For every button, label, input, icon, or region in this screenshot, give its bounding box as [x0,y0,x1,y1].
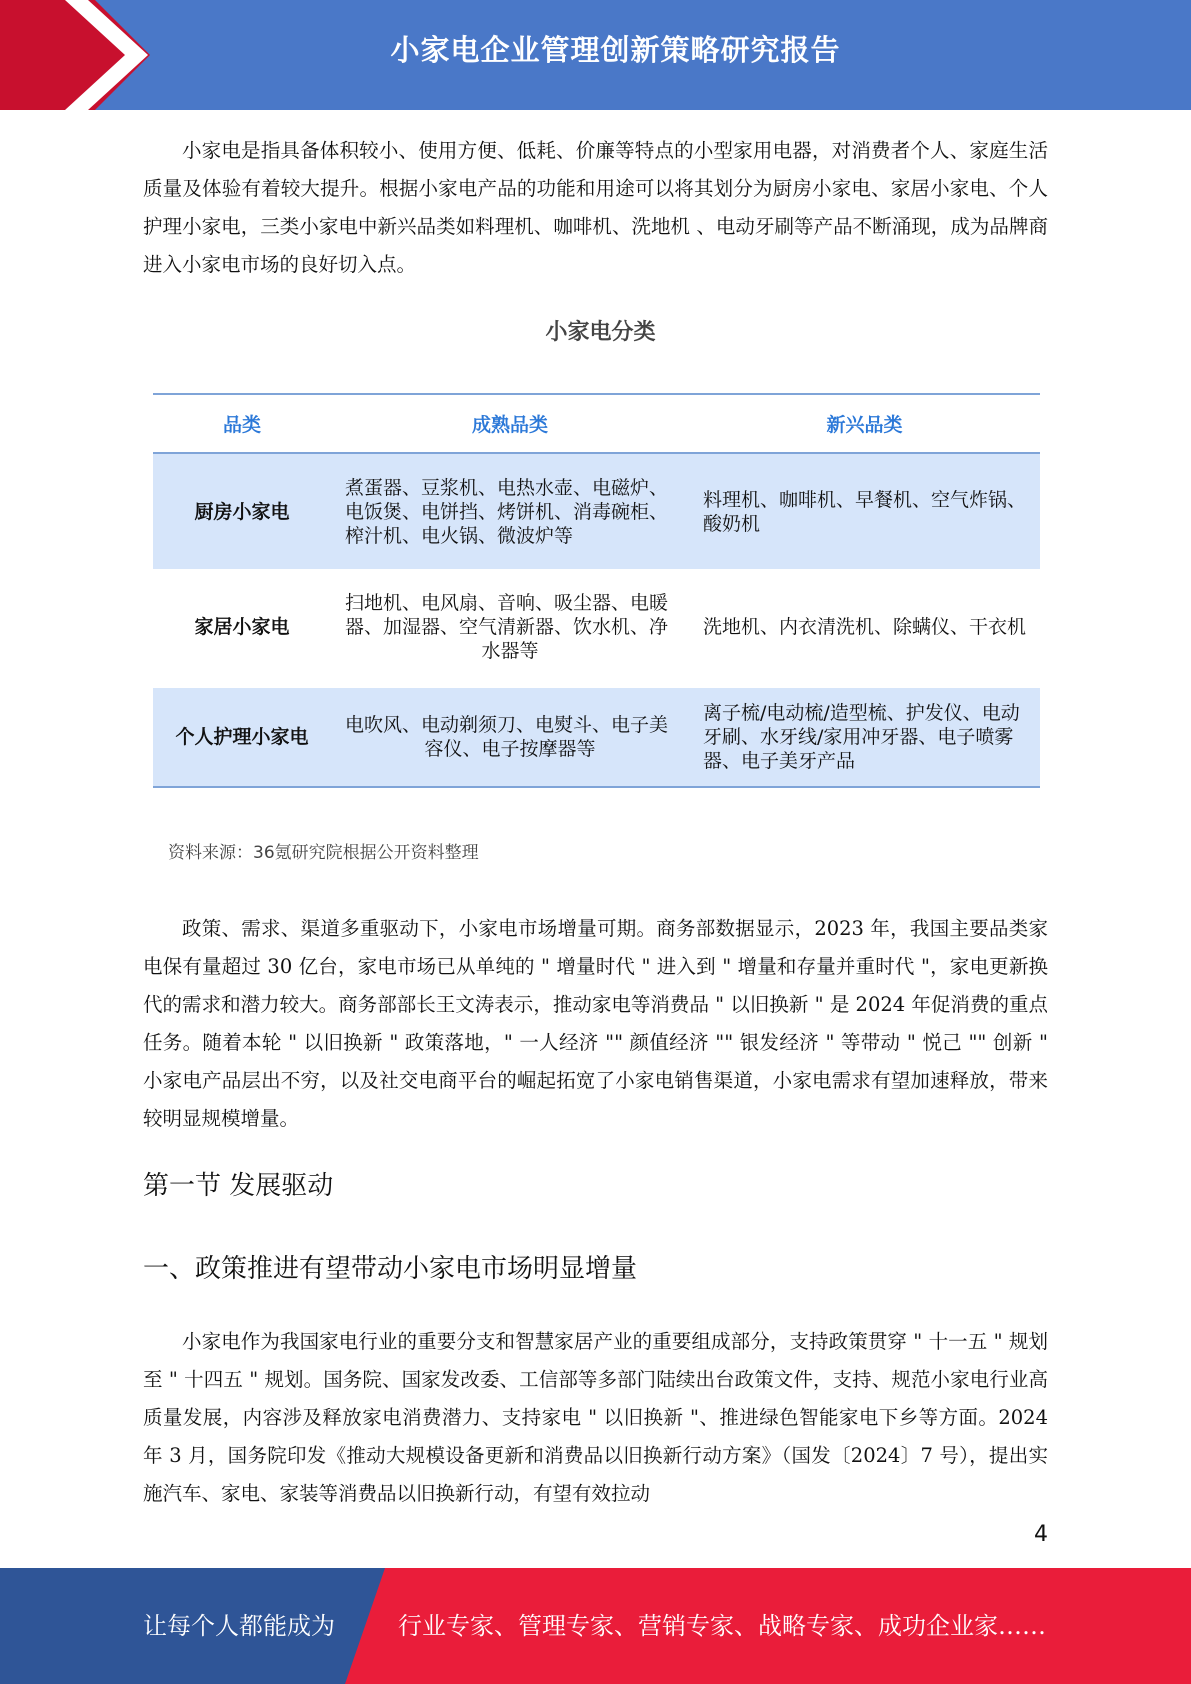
row-mature: 煮蛋器、豆浆机、电热水壶、电磁炉、电饭煲、电饼挡、烤饼机、消毒碗柜、榨汁机、电火锅、微波炉等 [331,453,689,569]
row-mature-main: 扫地机、电风扇、音响、吸尘器、电暖器、加湿器、空气清新器、饮水机、净 [345,591,669,638]
row-emerging: 洗地机、内衣清洗机、除螨仪、干衣机 [689,569,1040,684]
row-category: 厨房小家电 [153,453,331,569]
table-row [153,688,1040,787]
row-mature-main: 电吹风、电动剃须刀、电熨斗、电子美 [345,714,669,736]
table-row [153,453,1040,569]
page-number: 4 [1034,1522,1048,1547]
figure-title: 小家电分类 [545,320,656,345]
report-title: 小家电企业管理创新策略研究报告 [390,33,841,67]
page-footer [0,1568,1191,1684]
subsection-heading: 一、政策推进有望带动小家电市场明显增量 [143,1254,638,1284]
table-row [153,569,1040,684]
policy-paragraph: 小家电作为我国家电行业的重要分支和智慧家居产业的重要组成部分，支持政策贯穿 " 十一五 " 规划至 " 十四五 " 规划。国务院、国家发改委、工信部等多部门陆续出台政策文件，支持、规范小家电行业高质量发展，内容涉及释放家电消费潜力、支持家电 " 以旧换新 "、推进绿色智能家电下乡等方面。2024 年 3 月，国务院印发《推动大规模设备更新和消费品以旧换新行动方案》（国发〔2024〕7 号），提出实施汽车、家电、家装等消费品以旧换新行动，有望有效拉动 [143,1330,1048,1505]
row-category: 个人护理小家电 [153,688,331,787]
row-mature-tail: 容仪、电子按摩器等 [424,738,596,760]
table-header-row [153,394,1040,453]
market-paragraph: 政策、需求、渠道多重驱动下，小家电市场增量可期。商务部数据显示，2023 年，我国主要品类家电保有量超过 30 亿台，家电市场已从单纯的 " 增量时代 " 进入到 " 增量和存量并重时代 "，家电更新换代的需求和潜力较大。商务部部长王文涛表示，推动家电等消费品 " 以旧换新 " 是 2024 年促消费的重点任务。随着本轮 " 以旧换新 " 政策落地，" 一人经济 "" 颜值经济 "" 银发经济 " 等带动 " 悦己 "" 创新 " 小家电产品层出不穷，以及社交电商平台的崛起拓宽了小家电销售渠道，小家电需求有望加速释放，带来较明显规模增量。 [143,917,1048,1130]
row-category: 家居小家电 [153,569,331,684]
row-mature-tail: 水器等 [481,639,539,662]
footer-slogan-right: 行业专家、管理专家、营销专家、战略专家、成功企业家…… [398,1612,1046,1640]
row-emerging: 离子梳/电动梳/造型梳、护发仪、电动牙刷、水牙线/家用冲牙器、电子喷雾器、电子美牙产品 [689,688,1040,787]
page-header [0,0,1191,110]
row-emerging: 料理机、咖啡机、早餐机、空气炸锅、酸奶机 [689,453,1040,569]
header-emerging: 新兴品类 [689,394,1040,453]
footer-slogan-left: 让每个人都能成为 [143,1612,335,1640]
category-table [153,393,1040,788]
row-mature [331,688,689,787]
row-mature [331,569,689,684]
intro-paragraph: 小家电是指具备体积较小、使用方便、低耗、价廉等特点的小型家用电器，对消费者个人、家庭生活质量及体验有着较大提升。根据小家电产品的功能和用途可以将其划分为厨房小家电、家居小家电、个人护理小家电，三类小家电中新兴品类如料理机、咖啡机、洗地机 、电动牙刷等产品不断涌现，成为品牌商进入小家电市场的良好切入点。 [143,139,1048,276]
figure-source: 资料来源：36氪研究院根据公开资料整理 [168,843,479,863]
section-heading: 第一节 发展驱动 [143,1171,334,1201]
header-category: 品类 [153,394,331,453]
header-mature: 成熟品类 [331,394,689,453]
